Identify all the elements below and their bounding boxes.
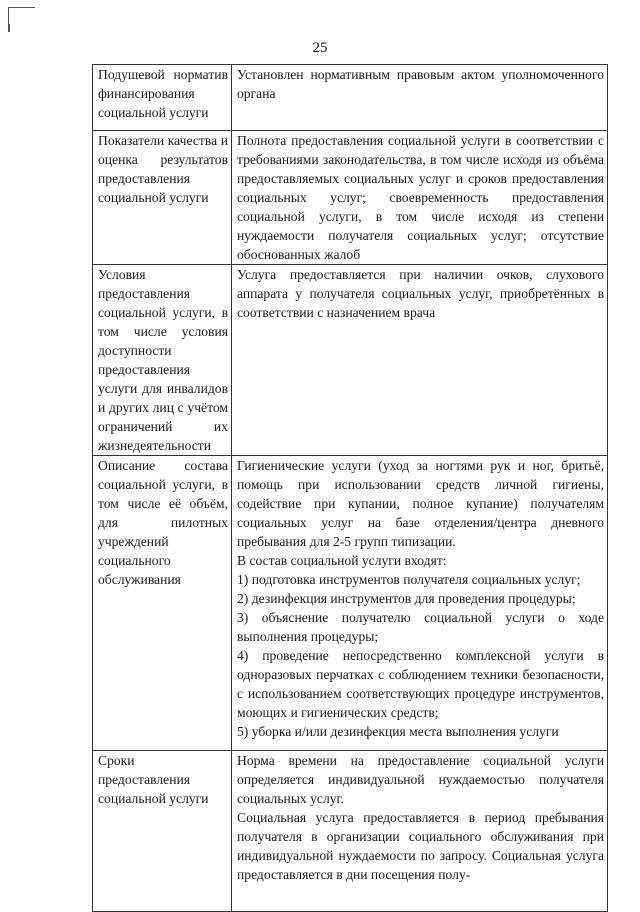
row-label: Показатели качества и оценка результатов предоставления социальной услуги bbox=[93, 131, 232, 265]
description-list-item: 2) дезинфекция инструментов для проведения процедуры; bbox=[237, 591, 576, 606]
row-label: Подушевой норматив финансирования социальной услуги bbox=[93, 65, 232, 131]
row-description bbox=[232, 265, 608, 456]
description-paragraph: Установлен нормативным правовым актом уполномоченного органа bbox=[237, 67, 604, 101]
row-description bbox=[232, 65, 608, 131]
description-paragraph: В состав социальной услуги входят: bbox=[237, 553, 447, 568]
scan-corner-mark-tick bbox=[8, 24, 10, 32]
description-list-item: 4) проведение непосредственно комплексной услуги в одноразовых перчатках с соблюдением техники безопасности, с использованием соответствующих процедуре инструментов, моющих и гигиенических средств; bbox=[237, 648, 604, 720]
description-list-item: 1) подготовка инструментов получателя социальных услуг; bbox=[237, 572, 581, 587]
description-paragraph: Норма времени на предоставление социальной услуги определяется индивидуальной нуждаемостью получателя социальных услуг. bbox=[237, 753, 604, 806]
table-row bbox=[93, 265, 608, 456]
description-paragraph: Услуга предоставляется при наличии очков, слухового аппарата у получателя социальных услуг, приобретённых в соответствии с назначением врача bbox=[237, 267, 604, 320]
description-paragraph: Социальная услуга предоставляется в период пребывания получателя в организации социального обслуживания при индивидуальной нуждаемости по запросу. Социальная услуга предоставляется в дни посещения полу- bbox=[237, 810, 604, 882]
table-row bbox=[93, 65, 608, 131]
description-paragraph: Полнота предоставления социальной услуги в соответствии с требованиями законодательства, в том числе исходя из объёма предоставляемых социальных услуг и сроков предоставления социальных услуг; своевременность предоставления социальной услуги, в том числе исходя из степени нуждаемости получателя социальных услуг; отсутствие обоснованных жалоб bbox=[237, 133, 604, 262]
scan-corner-mark bbox=[8, 7, 35, 26]
row-label: Сроки предоставления социальной услуги bbox=[93, 751, 232, 912]
service-standard-table bbox=[92, 64, 608, 912]
table-row bbox=[93, 751, 608, 912]
row-label: Описание состава социальной услуги, в том числе её объём, для пилотных учреждений социального обслуживания bbox=[93, 456, 232, 751]
description-list-item: 5) уборка и/или дезинфекция места выполнения услуги bbox=[237, 724, 559, 739]
row-description bbox=[232, 456, 608, 751]
row-description bbox=[232, 751, 608, 912]
table-row bbox=[93, 131, 608, 265]
description-paragraph: Гигиенические услуги (уход за ногтями рук и ног, бритьё, помощь при использовании средств личной гигиены, содействие при купании, полное купание) получателям социальных услуг на базе отделения/центра дневного пребывания для 2-5 групп типизации. bbox=[237, 458, 604, 549]
table-row bbox=[93, 456, 608, 751]
row-description bbox=[232, 131, 608, 265]
description-list-item: 3) объяснение получателю социальной услуги о ходе выполнения процедуры; bbox=[237, 610, 604, 644]
page-number: 25 bbox=[312, 40, 328, 56]
row-label: Условия предоставления социальной услуги, в том числе условия доступности предоставления услуги для инвалидов и других лиц с учётом ограничений их жизнедеятельности bbox=[93, 265, 232, 456]
